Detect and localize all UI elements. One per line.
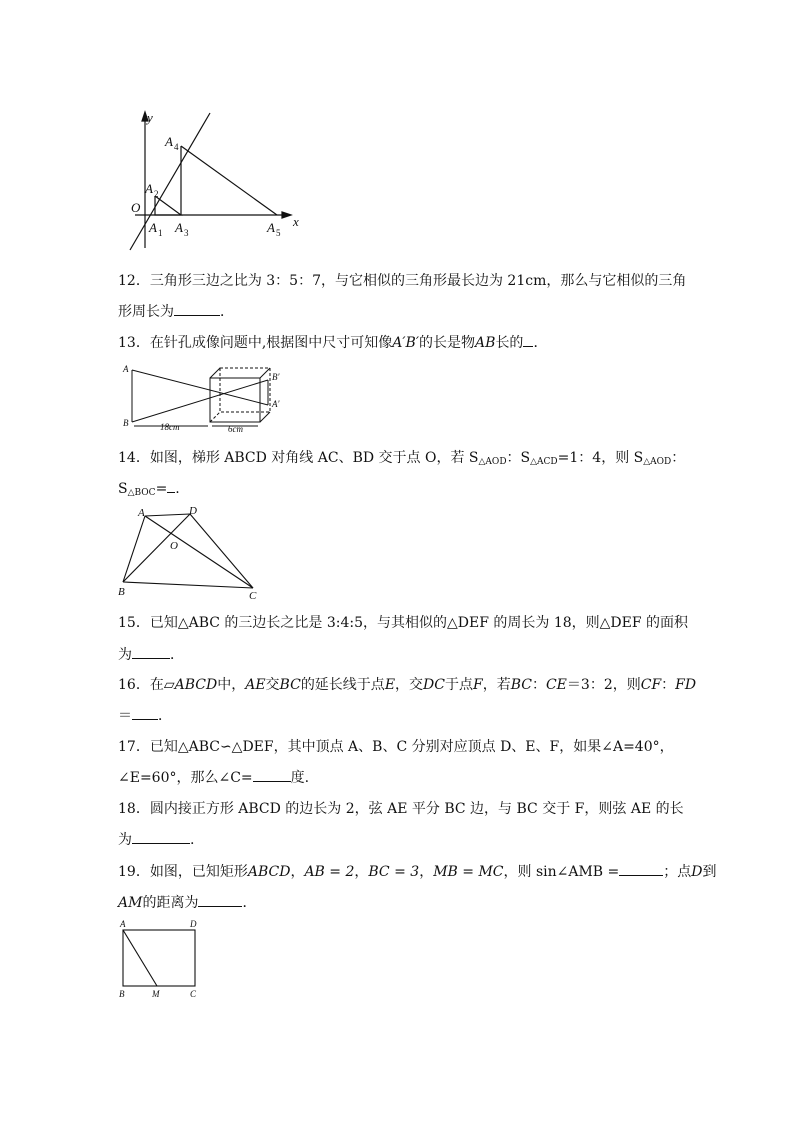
answer-blank-19b[interactable] xyxy=(198,893,242,907)
rectangle-ABCD xyxy=(123,930,195,986)
question-14-line-2: $S_{\triangle BOC}=$ . xyxy=(118,481,180,498)
answer-blank-18[interactable] xyxy=(132,830,190,844)
answer-blank-13[interactable] xyxy=(523,333,533,347)
question-17-line-2: ∠E=60°，那么∠C= 度. xyxy=(118,770,310,786)
question-17-line-1: 17．已知△ABC∽△DEF，其中顶点 A、B、C 分别对应顶点 D、E、F，如果∠A=40°， xyxy=(118,739,674,755)
answer-blank-16[interactable] xyxy=(132,706,158,720)
label-A5: A xyxy=(267,220,275,235)
segment-a4-a5 xyxy=(181,146,277,215)
answer-blank-15[interactable] xyxy=(132,645,170,659)
label-A5-sub: 5 xyxy=(276,228,281,238)
label-M: M xyxy=(152,989,160,999)
figure-rectangle xyxy=(115,918,210,1003)
answer-blank-17[interactable] xyxy=(253,768,291,782)
label-B: B xyxy=(118,586,125,598)
figure-trapezoid xyxy=(115,502,265,602)
dimension-6cm: 6cm xyxy=(228,424,243,434)
question-16-line-2: ＝ ． xyxy=(118,708,172,724)
label-x: x xyxy=(293,214,299,229)
question-15-line-2: 为 ． xyxy=(118,647,184,663)
label-A3: A xyxy=(175,220,183,235)
figure-coordinate-triangles xyxy=(125,108,315,258)
answer-blank-19a[interactable] xyxy=(619,862,663,876)
question-15-line-1: 15．已知△ABC 的三边长之比是 3:4:5，与其相似的△DEF 的周长为 18，则△DEF 的面积 xyxy=(118,615,689,631)
label-A2-sub: 2 xyxy=(154,189,159,199)
question-14-line-1: 14．如图，梯形 ABCD 对角线 AC、BD 交于点 O，若 $S_{\triangle AOD}$：$S_{\triangle ACD}=1$：4，则 $S_{\triangle AOD}$： xyxy=(118,450,686,467)
label-Bp: B′ xyxy=(272,372,280,382)
label-D: D xyxy=(189,505,197,517)
label-A1: A xyxy=(149,220,157,235)
answer-blank-12[interactable] xyxy=(174,302,220,316)
dimension-18cm: 18cm xyxy=(160,422,180,432)
x-axis-arrow xyxy=(282,212,291,218)
question-18-line-1: 18．圆内接正方形 ABCD 的边长为 2，弦 AE 平分 BC 边，与 BC 交于 F，则弦 AE 的长 xyxy=(118,801,684,817)
label-A: A xyxy=(123,364,129,374)
question-12-line-1: 12．三角形三边之比为 3：5：7，与它相似的三角形最长边为 21cm，那么与它相似的三角 xyxy=(118,273,687,289)
box-back xyxy=(220,368,270,412)
segment-AM xyxy=(123,930,157,986)
label-B: B xyxy=(123,418,129,428)
label-A4: A xyxy=(165,134,173,149)
question-18-line-2: 为 . xyxy=(118,832,195,848)
label-O: O xyxy=(170,540,178,552)
label-A4-sub: 4 xyxy=(174,142,179,152)
figure-pinhole-camera xyxy=(120,360,295,435)
label-A1-sub: 1 xyxy=(158,228,163,238)
label-A: A xyxy=(120,919,126,929)
question-19-line-2: AM的距离为 ． xyxy=(118,895,257,911)
label-A3-sub: 3 xyxy=(184,228,189,238)
label-O: O xyxy=(131,200,141,215)
label-A2: A xyxy=(145,181,153,196)
label-y: y xyxy=(147,110,153,125)
question-16-line-1: 16．在▱ABCD中，AE交BC的延长线于点E，交DC于点F，若BC：CE＝3：2，则CF：FD xyxy=(118,677,697,693)
question-19-line-1: 19．如图，已知矩形ABCD，AB = 2，BC = 3，MB = MC，则 sin∠AMB = ；点D到 xyxy=(118,864,717,880)
label-C: C xyxy=(190,989,197,999)
label-Ap: A′ xyxy=(272,399,280,409)
label-C: C xyxy=(249,590,257,602)
question-13-line-1: 13．在针孔成像问题中,根据图中尺寸可知像A′B′的长是物AB长的 ． xyxy=(118,335,548,351)
label-A: A xyxy=(138,507,145,519)
label-D: D xyxy=(190,919,197,929)
triangle-small xyxy=(155,196,181,215)
diagonal-AC xyxy=(145,516,253,588)
label-B: B xyxy=(119,989,125,999)
question-12-line-2: 形周长为 ． xyxy=(118,304,234,320)
